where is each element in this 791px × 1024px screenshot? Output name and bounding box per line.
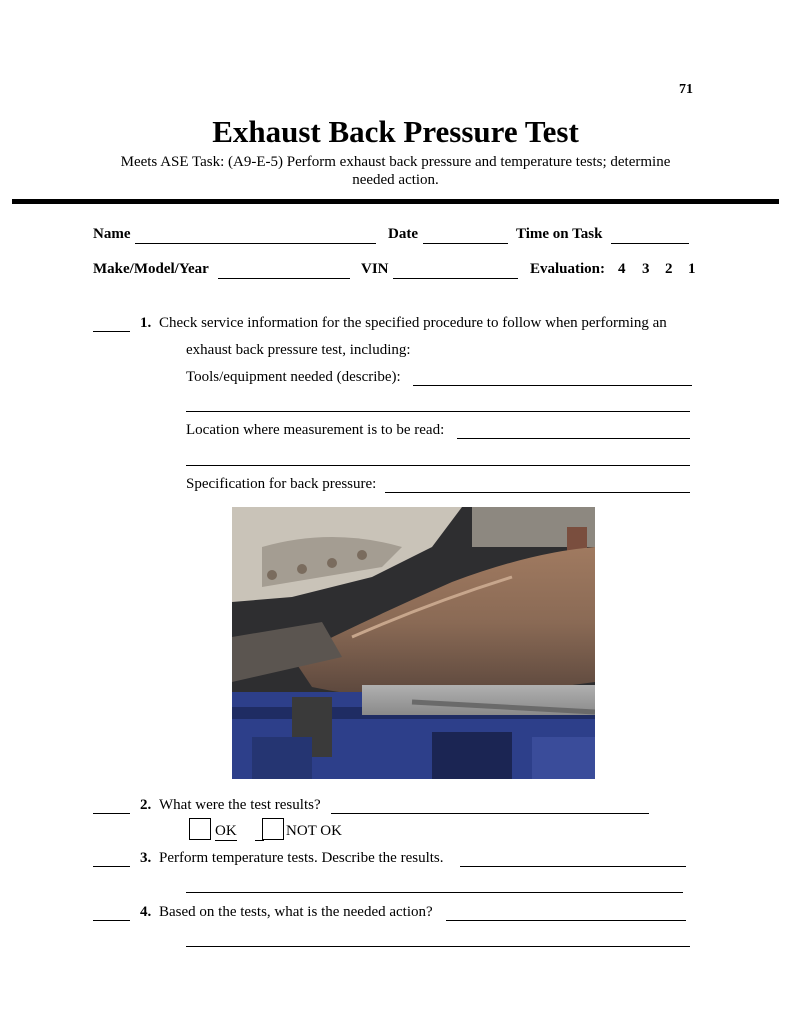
exhaust-system-photo xyxy=(232,507,595,779)
step-4-text: Based on the tests, what is the needed action? xyxy=(159,904,433,920)
step-2-number: 2. xyxy=(140,797,152,813)
date-field[interactable] xyxy=(423,243,508,244)
needed-action-line-2[interactable] xyxy=(186,946,690,947)
name-label: Name xyxy=(93,226,131,242)
location-field-line-1[interactable] xyxy=(457,438,690,439)
step-4-number: 4. xyxy=(140,904,152,920)
evaluation-score-3[interactable]: 3 xyxy=(642,261,650,277)
evaluation-score-4[interactable]: 4 xyxy=(618,261,626,277)
step-1-number: 1. xyxy=(140,315,152,331)
ase-task-description xyxy=(100,153,691,189)
spec-field[interactable] xyxy=(385,492,690,493)
ok-label: OK xyxy=(215,823,237,839)
temperature-results-line-2[interactable] xyxy=(186,892,683,893)
name-field[interactable] xyxy=(135,243,376,244)
ok-checkbox[interactable] xyxy=(189,818,211,840)
not-ok-label: NOT OK xyxy=(286,823,342,839)
step-3-number: 3. xyxy=(140,850,152,866)
step-1-text-line-1: Check service information for the specified procedure to follow when performing an xyxy=(159,315,667,331)
page-title: Exhaust Back Pressure Test xyxy=(212,114,579,149)
not-ok-underline xyxy=(255,840,264,841)
tools-field-line-1[interactable] xyxy=(413,385,692,386)
title-divider xyxy=(12,199,779,204)
evaluation-label: Evaluation: xyxy=(530,261,606,277)
evaluation-score-2[interactable]: 2 xyxy=(665,261,673,277)
temperature-results-line-1[interactable] xyxy=(460,866,686,867)
step-2-text: What were the test results? xyxy=(159,797,321,813)
spec-label: Specification for back pressure: xyxy=(186,476,377,492)
step-1-checkoff[interactable] xyxy=(93,331,130,332)
time-on-task-label: Time on Task xyxy=(516,226,603,242)
time-on-task-field[interactable] xyxy=(611,243,689,244)
vin-field[interactable] xyxy=(393,278,518,279)
vin-label: VIN xyxy=(361,261,389,277)
date-label: Date xyxy=(388,226,418,242)
step-3-checkoff[interactable] xyxy=(93,866,130,867)
location-field-line-2[interactable] xyxy=(186,465,690,466)
step-4-checkoff[interactable] xyxy=(93,920,130,921)
make-model-year-field[interactable] xyxy=(218,278,350,279)
tools-field-line-2[interactable] xyxy=(186,411,690,412)
tools-label: Tools/equipment needed (describe): xyxy=(186,369,401,385)
make-model-year-label: Make/Model/Year xyxy=(93,261,209,277)
test-results-field[interactable] xyxy=(331,813,649,814)
evaluation-score-1[interactable]: 1 xyxy=(688,261,696,277)
needed-action-line-1[interactable] xyxy=(446,920,686,921)
step-1-text-line-2: exhaust back pressure test, including: xyxy=(186,342,411,358)
ase-task-line-2: needed action. xyxy=(352,172,439,188)
not-ok-checkbox[interactable] xyxy=(262,818,284,840)
step-2-checkoff[interactable] xyxy=(93,813,130,814)
ase-task-line-1: Meets ASE Task: (A9-E-5) Perform exhaust back pressure and temperature tests; determine xyxy=(120,154,671,170)
step-3-text: Perform temperature tests. Describe the results. xyxy=(159,850,444,866)
page-number: 71 xyxy=(679,82,693,97)
location-label: Location where measurement is to be read: xyxy=(186,422,445,438)
